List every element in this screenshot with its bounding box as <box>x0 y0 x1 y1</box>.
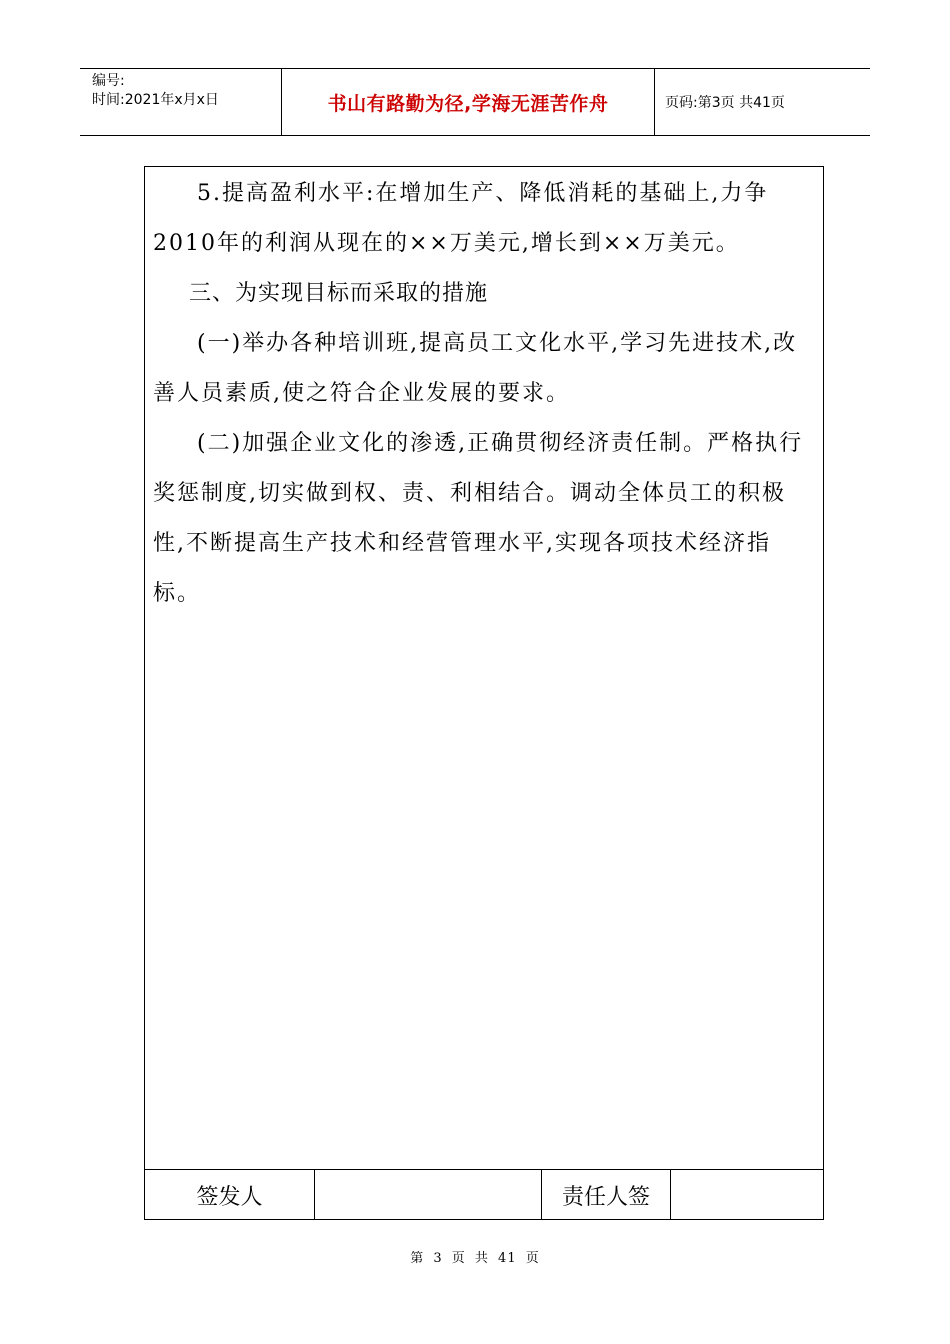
header-meta <box>80 69 281 135</box>
document-header <box>80 68 870 136</box>
header-page-number: 页码:第3页 共41页 <box>665 95 785 111</box>
document-number-label: 编号: <box>92 73 125 89</box>
responsible-label: 责任人签 <box>561 1184 650 1210</box>
content-frame <box>144 166 824 1220</box>
paragraph-measure-culture: (二)加强企业文化的渗透,正确贯彻经济责任制。严格执行奖惩制度,切实做到权、责、利相结合。调动全体员工的积极性,不断提高生产技术和经营管理水平,实现各项技术经济指标。 <box>153 431 804 606</box>
section-heading: 三、为实现目标而采取的措施 <box>189 281 489 306</box>
signature-row <box>145 1169 823 1220</box>
page-footer: 第 3 页 共 41 页 <box>410 1251 540 1266</box>
responsible-signature-field[interactable] <box>671 1170 823 1220</box>
issuer-signature-field[interactable] <box>315 1170 541 1220</box>
paragraph-measure-training: (一)举办各种培训班,提高员工文化水平,学习先进技术,改善人员素质,使之符合企业发展的要求。 <box>153 331 798 406</box>
paragraph-profit-goal: 5.提高盈利水平:在增加生产、降低消耗的基础上,力争2010年的利润从现在的××万美元,增长到××万美元。 <box>153 181 769 256</box>
body-text <box>153 167 813 619</box>
document-date-label: 时间:2021年x月x日 <box>92 92 219 108</box>
header-motto: 书山有路勤为径,学海无涯苦作舟 <box>327 92 609 115</box>
issuer-label: 签发人 <box>196 1184 263 1210</box>
